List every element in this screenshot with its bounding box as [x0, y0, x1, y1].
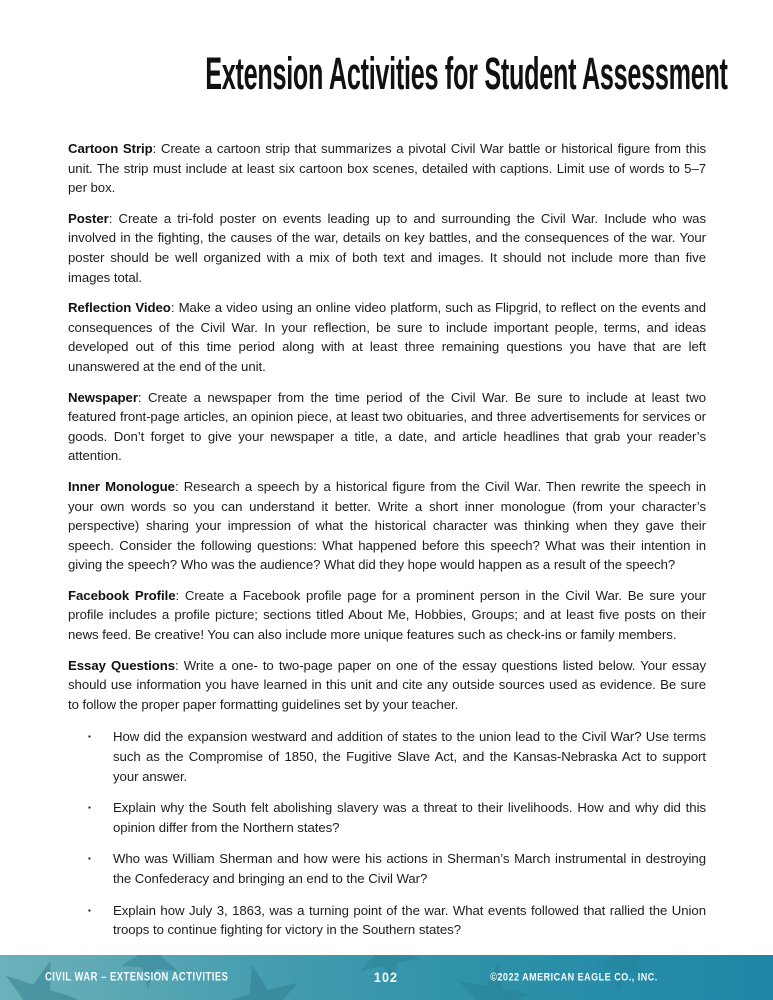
list-item — [68, 849, 706, 888]
label-separator: : — [108, 210, 119, 226]
page-title-wrap — [0, 48, 773, 100]
list-item — [68, 727, 706, 786]
activity-poster — [68, 209, 706, 287]
activity-label: Facebook Profile — [68, 587, 176, 603]
bullet-icon: ▪ — [88, 803, 91, 813]
footer-section-title: CIVIL WAR – EXTENSION ACTIVITIES — [45, 970, 229, 983]
activity-label: Reflection Video — [68, 300, 171, 316]
activity-description: Create a tri-fold poster on events leading up to and surrounding the Civil War. Include who was involved in the fighting, the causes of the war, details on key battles, and the consequences of the war. Your poster should be well organized with a mix of both text and images. It should not include more than five images total. — [68, 210, 706, 285]
activity-description: Create a Facebook profile page for a prominent person in the Civil War. Be sure your profile includes a profile picture; sections titled About Me, Hobbies, Groups; and at least five posts on their news feed. Be creative! You can also include more unique features such as check-ins or family members. — [68, 587, 706, 643]
page-number: 102 — [373, 968, 399, 985]
activity-label: Newspaper — [68, 389, 138, 405]
footer-band — [0, 955, 773, 1000]
activity-description: Make a video using an online video platform, such as Flipgrid, to reflect on the events and consequences of the Civil War. In your reflection, be sure to include important people, terms, and ideas developed out of this time period along with at least three remaining questions you have that are left unanswered at the end of the unit. — [68, 300, 707, 374]
activity-description: Write a one- to two-page paper on one of the essay questions listed below. Your essay should use information you have learned in this unit and cite any outside sources used as evidence. Be sure to follow the proper paper formatting guidelines set by your teacher. — [68, 657, 706, 712]
essay-question-text: Explain why the South felt abolishing slavery was a threat to their livelihoods. How and why did this opinion differ from the Northern states? — [113, 800, 706, 835]
activity-facebook-profile — [68, 586, 706, 645]
label-separator: : — [175, 657, 184, 673]
bullet-icon: ▪ — [88, 732, 91, 742]
activity-description: Create a newspaper from the time period of the Civil War. Be sure to include at least two featured front-page articles, an opinion piece, at least two obituaries, and three advertisements for services or goods. Don’t forget to give your newspaper a title, a date, and article headlines that grab your reader’s attention. — [68, 389, 707, 464]
activity-inner-monologue — [68, 477, 706, 575]
activity-newspaper — [68, 388, 706, 466]
label-separator: : — [137, 389, 148, 405]
label-separator: : — [174, 478, 184, 494]
activity-label: Cartoon Strip — [68, 141, 153, 156]
activity-description: Create a cartoon strip that summarizes a pivotal Civil War battle or historical figure from this unit. The strip must include at least six cartoon box scenes, detailed with captions. Limit use of words to 5–7 per box. — [68, 141, 706, 196]
list-item — [68, 901, 706, 940]
page-body — [68, 139, 706, 952]
label-separator: : — [175, 587, 185, 603]
essay-question-text: Who was William Sherman and how were his actions in Sherman’s March instrumental in destroying the Confederacy and bringing an end to the Civil War? — [113, 851, 706, 886]
activity-cartoon-strip — [68, 139, 706, 198]
activity-label: Inner Monologue — [68, 478, 175, 494]
label-separator: : — [152, 141, 161, 156]
essay-question-text: How did the expansion westward and addition of states to the union lead to the Civil War? Use terms such as the Compromise of 1850, the Fugitive Slave Act, and the Kansas-Nebraska Act to support your answer. — [113, 729, 706, 784]
bullet-icon: ▪ — [88, 854, 91, 864]
activity-essay-questions — [68, 656, 706, 715]
activity-reflection-video — [68, 298, 706, 376]
page-title: Extension Activities for Student Assessment — [205, 48, 728, 99]
footer-copyright: ©2022 AMERICAN EAGLE CO., INC. — [490, 970, 658, 983]
essay-question-list — [68, 727, 706, 939]
activity-label: Poster — [68, 210, 109, 226]
label-separator: : — [170, 300, 179, 316]
activity-label: Essay Questions — [68, 657, 176, 673]
essay-question-text: Explain how July 3, 1863, was a turning point of the war. What events followed that rallied the Union troops to continue fighting for victory in the Southern states? — [113, 902, 706, 938]
list-item — [68, 798, 706, 837]
activity-description: Research a speech by a historical figure from the Civil War. Then rewrite the speech in your own words so you can understand it better. Write a short inner monologue (from your character’s perspective) sharing your impression of what the historical character was thinking when they gave their speech. Consider the following questions: What happened before this speech? What was their intention in giving the speech? Who was the audience? What did they hope would happen as a result of the speech? — [68, 478, 706, 573]
bullet-icon: ▪ — [88, 905, 91, 915]
